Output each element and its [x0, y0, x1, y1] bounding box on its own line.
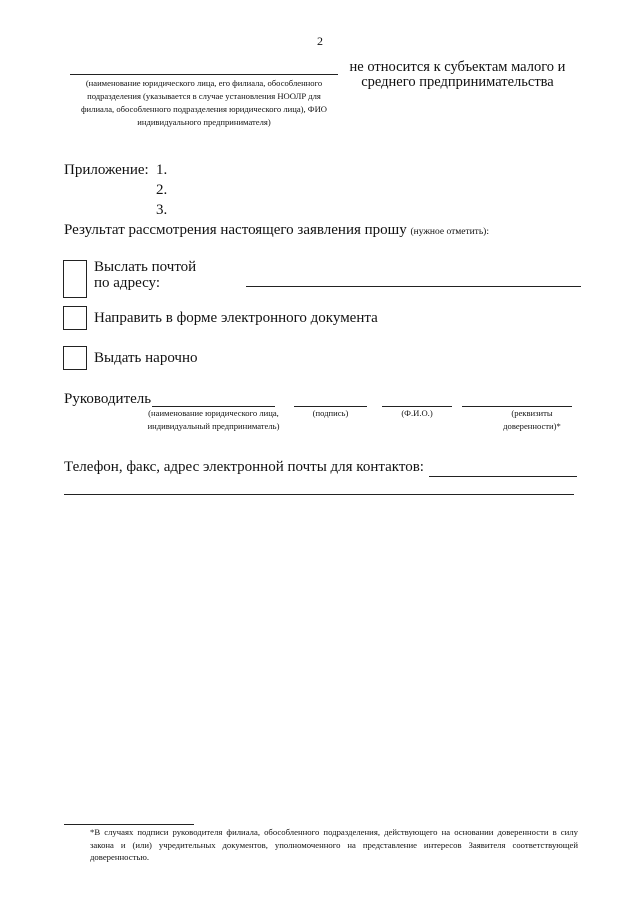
page-number: 2: [317, 34, 323, 48]
entity-name-line[interactable]: [70, 74, 338, 75]
sme-status: [340, 60, 575, 90]
attachment-item-2: 2.: [156, 182, 168, 198]
entity-caption: (наименование юридического лица, его филиала, обособленного подразделения (указывается в случае установления НООЛР для филиала, обособленного подразделения юридического лица), ФИО индивидуального предпринимателя): [80, 78, 327, 127]
mail-checkbox[interactable]: [63, 260, 87, 298]
director-label: Руководитель: [64, 391, 152, 407]
attachment-item-3: 3.: [156, 202, 168, 218]
attachment-item-1: 1.: [156, 162, 168, 178]
result-note: (нужное отметить):: [410, 227, 489, 237]
sme-status-line2: среднего предпринимательства: [361, 74, 554, 90]
full-name-caption: (Ф.И.О.): [401, 408, 433, 418]
mail-option-label: [94, 259, 196, 291]
contacts-line-2[interactable]: [64, 494, 574, 495]
electronic-option-label: Направить в форме электронного документа: [94, 310, 378, 326]
signature-caption: (подпись): [312, 408, 349, 418]
mail-address-line[interactable]: [246, 286, 581, 287]
footnote: *В случаях подписи руководителя филиала, обособленного подразделения, действующего на основании доверенности в силу закона и (или) учредительных документов, уполномоченного на представление интересов Заявителя соответствующей доверенностью.: [90, 827, 578, 862]
electronic-checkbox[interactable]: [63, 306, 87, 330]
in-person-checkbox[interactable]: [63, 346, 87, 370]
mail-label-line1: Выслать почтой: [94, 259, 197, 275]
result-text: Результат рассмотрения настоящего заявления прошу: [64, 222, 407, 238]
in-person-option-label: Выдать нарочно: [94, 350, 198, 366]
contacts-line-1[interactable]: [429, 476, 577, 477]
result-instruction: [64, 222, 489, 239]
director-entity-caption: (наименование юридического лица, индивидуальный предприниматель): [147, 408, 280, 431]
mail-label-line2: по адресу:: [94, 275, 161, 291]
sme-status-line1: не относится к субъектам малого и: [349, 59, 566, 75]
footnote-rule: [64, 824, 194, 825]
contacts-label: Телефон, факс, адрес электронной почты для контактов:: [64, 459, 424, 475]
attachments-label: Приложение:: [64, 162, 149, 178]
power-of-attorney-caption: (реквизиты доверенности)*: [503, 408, 561, 431]
